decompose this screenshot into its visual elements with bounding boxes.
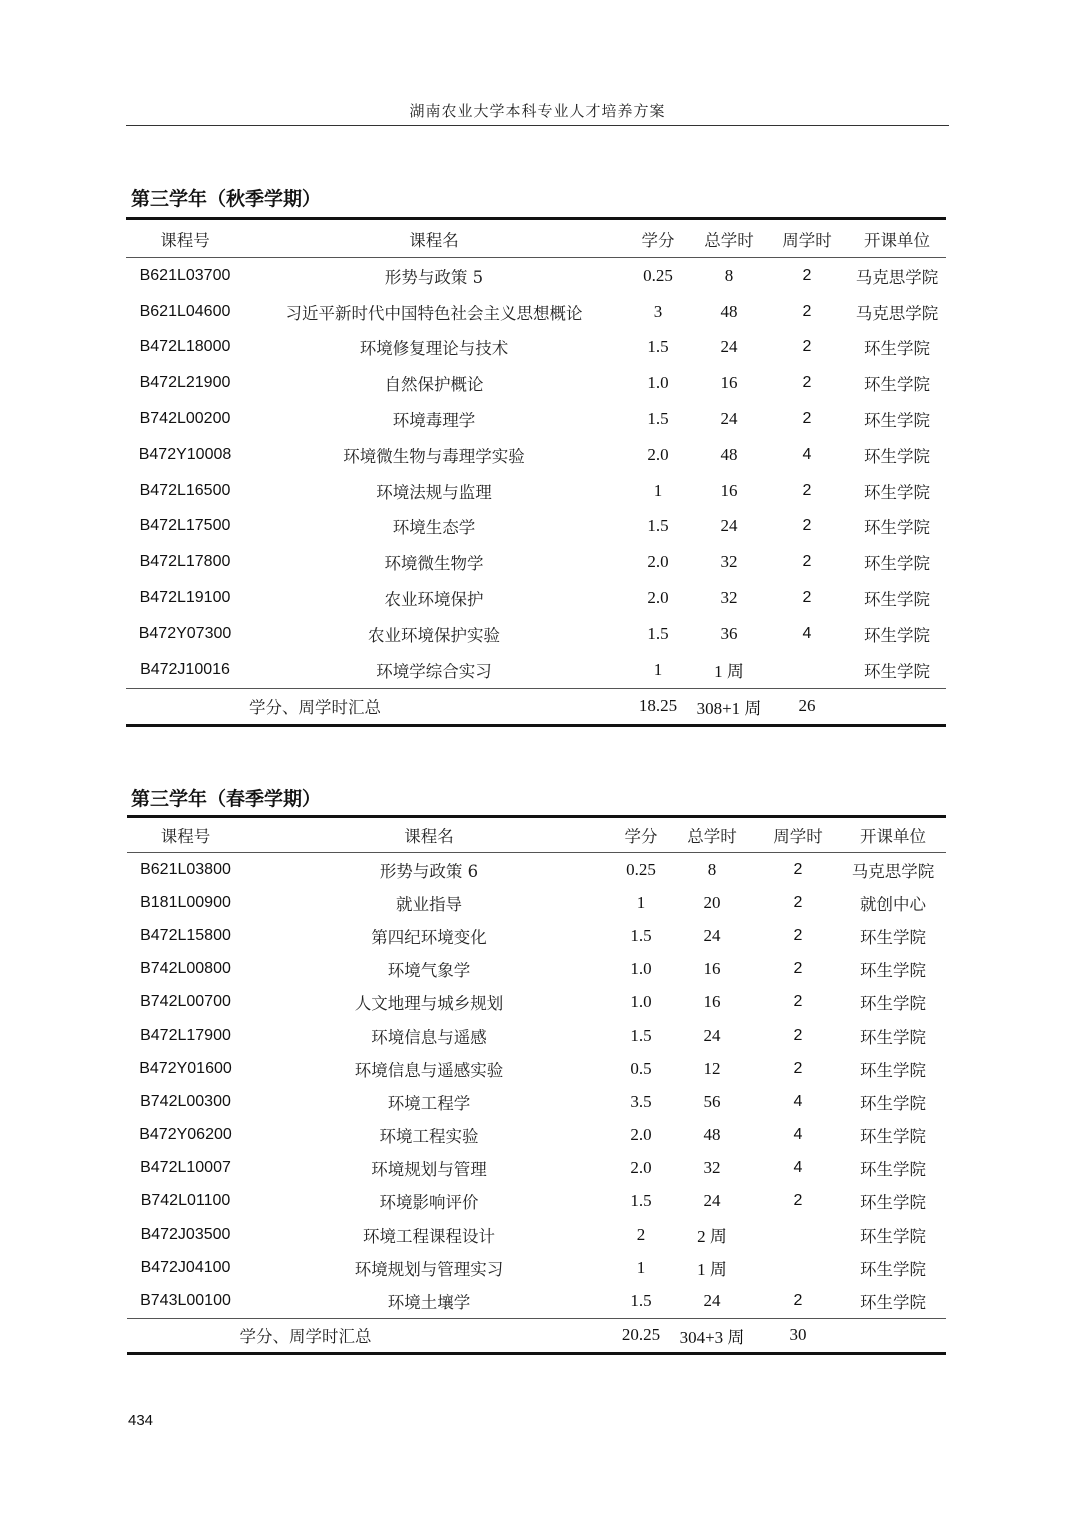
course-name: 环境规划与管理 (371, 1160, 487, 1180)
course-weekly-hours: 4 (793, 1092, 803, 1110)
course-name: 人文地理与城乡规划 (354, 994, 504, 1014)
course-total-hours: 1 周 (714, 662, 744, 682)
course-table-spring (127, 815, 946, 1355)
table-row (127, 1119, 946, 1152)
course-weekly-hours: 2 (793, 960, 803, 978)
col-header-unit: 开课单位 (840, 817, 946, 853)
summary-row (127, 1318, 946, 1353)
course-name: 农业环境保护 (384, 590, 484, 610)
course-unit: 环生学院 (860, 927, 926, 947)
course-weekly-hours: 2 (793, 993, 803, 1011)
course-code: B621L03700 (139, 266, 231, 284)
table-row (127, 1052, 946, 1085)
course-unit: 环生学院 (864, 375, 930, 395)
table-row (127, 1085, 946, 1118)
course-code: B742L00800 (140, 960, 231, 978)
course-name: 环境修复理论与技术 (359, 339, 509, 359)
course-unit: 马克思学院 (855, 267, 939, 287)
course-code: B472Y10008 (138, 445, 232, 463)
course-name: 环境微生物与毒理学实验 (343, 446, 525, 466)
course-credits: 1.5 (630, 1191, 652, 1211)
course-credits: 1.0 (630, 992, 652, 1012)
course-credits: 0.25 (643, 265, 673, 285)
course-credits: 1.5 (647, 516, 669, 536)
course-weekly-hours: 2 (802, 553, 812, 571)
table-row (126, 330, 946, 366)
course-code: B472L18000 (139, 338, 231, 356)
course-code: B472L19100 (139, 589, 231, 607)
course-name: 环境工程课程设计 (363, 1226, 495, 1246)
table-row (127, 1251, 946, 1284)
course-code: B742L00200 (139, 410, 231, 428)
table-row (127, 1218, 946, 1251)
course-total-hours: 24 (703, 1291, 721, 1311)
course-credits: 0.25 (626, 859, 656, 879)
table-row (127, 1019, 946, 1052)
summary-hours: 308+1 周 (692, 688, 766, 725)
course-weekly-hours (756, 1218, 840, 1251)
course-total-hours: 48 (720, 301, 738, 321)
col-header-weekly: 周学时 (766, 219, 848, 258)
course-total-hours: 16 (703, 992, 721, 1012)
course-total-hours: 12 (703, 1058, 721, 1078)
course-total-hours: 16 (720, 373, 738, 393)
course-name: 环境信息与遥感实验 (354, 1060, 504, 1080)
course-credits: 1.5 (630, 925, 652, 945)
course-weekly-hours: 2 (793, 1059, 803, 1077)
course-total-hours: 8 (724, 265, 734, 285)
course-credits: 1.0 (647, 373, 669, 393)
course-unit: 环生学院 (864, 482, 930, 502)
course-name: 自然保护概论 (384, 375, 484, 395)
table-row (126, 365, 946, 401)
course-code: B743L00100 (140, 1292, 231, 1310)
course-credits: 3 (653, 301, 663, 321)
course-name: 环境毒理学 (392, 411, 476, 431)
course-total-hours: 16 (720, 480, 738, 500)
course-unit: 环生学院 (864, 625, 930, 645)
course-weekly-hours: 4 (793, 1159, 803, 1177)
course-unit: 环生学院 (864, 446, 930, 466)
course-code: B181L00900 (140, 893, 231, 911)
header-rule (126, 125, 949, 126)
summary-weekly: 30 (756, 1318, 840, 1353)
course-code: B742L00300 (140, 1092, 231, 1110)
course-code: B742L01100 (140, 1192, 231, 1210)
course-total-hours: 56 (703, 1091, 721, 1111)
table-row (127, 986, 946, 1019)
course-name: 第四纪环境变化 (371, 927, 487, 947)
table-row (126, 580, 946, 616)
course-code: B742L00700 (140, 993, 231, 1011)
summary-row (126, 688, 946, 725)
course-total-hours: 24 (720, 516, 738, 536)
course-total-hours: 24 (720, 409, 738, 429)
course-code: B472Y01600 (139, 1059, 232, 1077)
course-total-hours: 32 (720, 588, 738, 608)
table-row (127, 919, 946, 952)
course-total-hours: 24 (703, 1025, 721, 1045)
course-unit: 环生学院 (860, 1127, 926, 1147)
course-unit: 环生学院 (864, 661, 930, 681)
col-header-credits: 学分 (624, 219, 692, 258)
course-name: 环境微生物学 (384, 554, 484, 574)
course-total-hours: 16 (703, 959, 721, 979)
table-row (127, 886, 946, 919)
course-unit: 环生学院 (864, 518, 930, 538)
table-row (127, 1152, 946, 1185)
course-weekly-hours: 2 (802, 517, 812, 535)
col-header-name: 课程名 (244, 817, 614, 853)
col-header-code: 课程号 (127, 817, 244, 853)
course-weekly-hours: 4 (793, 1126, 803, 1144)
course-code: B472J03500 (140, 1225, 231, 1243)
course-weekly-hours: 2 (802, 589, 812, 607)
col-header-weekly: 周学时 (756, 817, 840, 853)
course-total-hours: 24 (703, 925, 721, 945)
course-credits: 1.5 (647, 623, 669, 643)
course-total-hours: 2 周 (697, 1227, 727, 1247)
course-weekly-hours: 2 (793, 1292, 803, 1310)
course-weekly-hours: 2 (802, 374, 812, 392)
table-row (127, 953, 946, 986)
course-unit: 环生学院 (860, 1226, 926, 1246)
table-header-row (126, 219, 946, 258)
course-credits: 2 (636, 1224, 646, 1244)
course-total-hours: 24 (720, 337, 738, 357)
course-weekly-hours: 4 (802, 624, 812, 642)
col-header-hours: 总学时 (692, 219, 766, 258)
course-name: 环境学综合实习 (376, 661, 492, 681)
table-row (126, 401, 946, 437)
course-name: 环境信息与遥感 (371, 1027, 487, 1047)
course-unit: 环生学院 (860, 1093, 926, 1113)
course-credits: 1.5 (647, 337, 669, 357)
course-code: B472Y06200 (139, 1126, 232, 1144)
course-table-autumn (126, 217, 946, 727)
course-name: 环境工程实验 (379, 1127, 479, 1147)
course-code: B472Y07300 (138, 624, 232, 642)
course-code: B472L10007 (140, 1159, 231, 1177)
table-row (127, 853, 946, 887)
summary-credits: 18.25 (624, 688, 692, 725)
course-unit: 环生学院 (860, 1160, 926, 1180)
course-credits: 2.0 (647, 444, 669, 464)
table-row (126, 473, 946, 509)
course-weekly-hours: 2 (802, 481, 812, 499)
summary-credits: 20.25 (614, 1318, 668, 1353)
course-credits: 1.0 (630, 959, 652, 979)
course-credits: 1.5 (647, 409, 669, 429)
course-total-hours: 48 (720, 444, 738, 464)
summary-weekly: 26 (766, 688, 848, 725)
course-name: 环境土壤学 (387, 1293, 471, 1313)
course-code: B472L17500 (139, 517, 231, 535)
course-name: 形势与政策 5 (384, 267, 484, 287)
course-unit: 就创中心 (860, 894, 926, 914)
course-total-hours: 36 (720, 623, 738, 643)
course-credits: 3.5 (630, 1091, 652, 1111)
course-unit: 环生学院 (864, 554, 930, 574)
course-name: 习近平新时代中国特色社会主义思想概论 (285, 303, 583, 323)
course-code: B472L15800 (140, 926, 231, 944)
course-code: B621L03800 (140, 860, 231, 878)
course-weekly-hours: 2 (802, 266, 812, 284)
course-unit: 环生学院 (860, 1293, 926, 1313)
course-credits: 1 (636, 892, 646, 912)
page-number: 434 (128, 1412, 154, 1429)
course-total-hours: 20 (703, 892, 721, 912)
summary-label: 学分、周学时汇总 (127, 1318, 614, 1353)
summary-unit-empty (840, 1318, 946, 1353)
course-name: 环境法规与监理 (376, 482, 492, 502)
col-header-hours: 总学时 (668, 817, 756, 853)
course-unit: 马克思学院 (855, 303, 939, 323)
col-header-credits: 学分 (614, 817, 668, 853)
course-weekly-hours: 2 (793, 926, 803, 944)
summary-unit-empty (848, 688, 946, 725)
col-header-unit: 开课单位 (848, 219, 946, 258)
course-unit: 环生学院 (864, 339, 930, 359)
course-weekly-hours: 2 (802, 302, 812, 320)
course-weekly-hours: 2 (793, 1192, 803, 1210)
table-row (126, 509, 946, 545)
summary-hours: 304+3 周 (668, 1318, 756, 1353)
course-credits: 2.0 (630, 1125, 652, 1145)
course-name: 环境工程学 (387, 1093, 471, 1113)
course-code: B472L17800 (139, 553, 231, 571)
col-header-name: 课程名 (244, 219, 624, 258)
course-weekly-hours: 2 (802, 338, 812, 356)
course-weekly-hours: 2 (793, 1026, 803, 1044)
table-header-row (127, 817, 946, 853)
course-name: 环境生态学 (392, 518, 476, 538)
course-total-hours: 32 (703, 1158, 721, 1178)
section-title-autumn: 第三学年（秋季学期） (131, 188, 322, 210)
course-total-hours: 32 (720, 552, 738, 572)
table-row (126, 437, 946, 473)
table-row (126, 652, 946, 688)
course-code: B472J04100 (140, 1258, 231, 1276)
course-unit: 环生学院 (864, 411, 930, 431)
course-unit: 环生学院 (860, 1193, 926, 1213)
table-row (126, 616, 946, 652)
course-weekly-hours (756, 1251, 840, 1284)
course-unit: 环生学院 (860, 1060, 926, 1080)
course-weekly-hours: 2 (802, 410, 812, 428)
course-code: B472L16500 (139, 481, 231, 499)
course-credits: 1.5 (630, 1291, 652, 1311)
table-row (126, 294, 946, 330)
table-row (126, 544, 946, 580)
table-row (127, 1185, 946, 1218)
table-row (127, 1284, 946, 1318)
course-code: B472J10016 (140, 660, 230, 678)
course-credits: 2.0 (647, 588, 669, 608)
course-credits: 2.0 (647, 552, 669, 572)
course-name: 就业指导 (396, 894, 462, 914)
course-total-hours: 24 (703, 1191, 721, 1211)
course-weekly-hours (766, 652, 848, 688)
course-code: B472L21900 (139, 374, 231, 392)
section-title-spring: 第三学年（春季学期） (131, 788, 322, 810)
course-code: B472L17900 (140, 1026, 231, 1044)
course-name: 形势与政策 6 (379, 861, 479, 881)
course-name: 环境规划与管理实习 (354, 1259, 504, 1279)
running-header-title: 湖南农业大学本科专业人才培养方案 (409, 102, 666, 120)
course-credits: 1 (653, 480, 663, 500)
course-code: B621L04600 (139, 302, 231, 320)
course-unit: 环生学院 (860, 1027, 926, 1047)
course-unit: 马克思学院 (851, 861, 935, 881)
course-unit: 环生学院 (864, 590, 930, 610)
course-name: 环境气象学 (387, 961, 471, 981)
course-name: 农业环境保护实验 (368, 625, 500, 645)
course-weekly-hours: 4 (802, 445, 812, 463)
col-header-code: 课程号 (126, 219, 244, 258)
course-credits: 2.0 (630, 1158, 652, 1178)
summary-label: 学分、周学时汇总 (126, 688, 624, 725)
course-unit: 环生学院 (860, 961, 926, 981)
course-unit: 环生学院 (860, 994, 926, 1014)
course-credits: 1 (653, 659, 663, 679)
course-total-hours: 48 (703, 1125, 721, 1145)
course-weekly-hours: 2 (793, 860, 803, 878)
course-total-hours: 8 (707, 859, 717, 879)
course-credits: 1.5 (630, 1025, 652, 1045)
course-credits: 1 (636, 1257, 646, 1277)
course-credits: 0.5 (630, 1058, 652, 1078)
table-row (126, 258, 946, 294)
course-unit: 环生学院 (860, 1259, 926, 1279)
course-total-hours: 1 周 (697, 1260, 727, 1280)
course-weekly-hours: 2 (793, 893, 803, 911)
course-name: 环境影响评价 (379, 1193, 479, 1213)
